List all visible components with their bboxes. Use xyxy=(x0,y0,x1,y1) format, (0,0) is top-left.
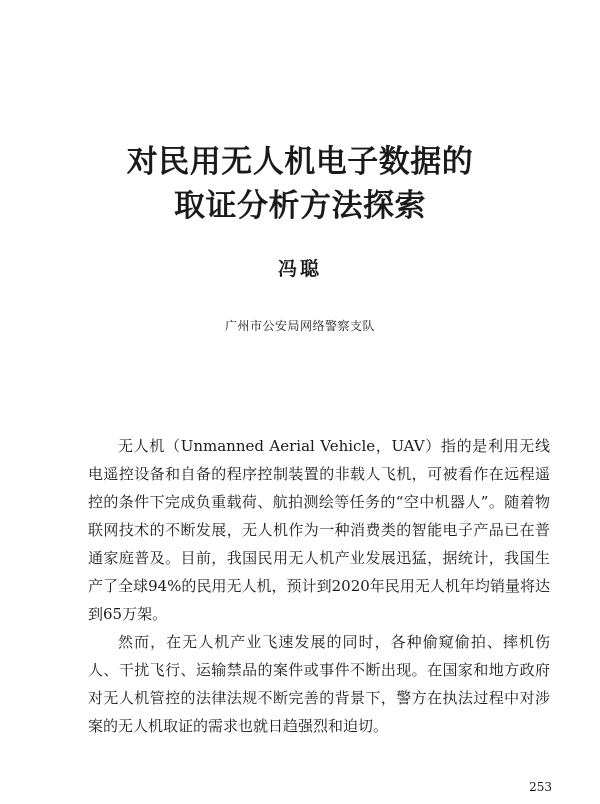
article-title-line-1: 对民用无人机电子数据的 xyxy=(126,144,474,180)
paragraph-2: 然而，在无人机产业飞速发展的同时，各种偷窥偷拍、摔机伤人、干扰飞行、运输禁品的案件或事件不断出现。在国家和地方政府对无人机管控的法律法规不断完善的背景下，警方在执法过程中对涉案的无人机取证的需求也就日趋强烈和迫切。 xyxy=(88,633,550,735)
paragraph-1: 无人机（Unmanned Aerial Vehicle，UAV）指的是利用无线电遥控设备和自备的程序控制装置的非载人飞机，可被看作在远程遥控的条件下完成负重载荷、航拍测绘等任务的“空中机器人”。随着物联网技术的不断发展，无人机作为一种消费类的智能电子产品已在普通家庭普及。目前，我国民用无人机产业发展迅猛，据统计，我国生产了全球94%的民用无人机，预计到2020年民用无人机年均销量将达到65万架。 xyxy=(88,437,550,623)
article-title-line-2: 取证分析方法探索 xyxy=(174,188,426,224)
article-body xyxy=(88,432,550,740)
article-title xyxy=(0,140,600,228)
author-affiliation: 广州市公安局网络警察支队 xyxy=(224,319,375,333)
author-name: 冯聪 xyxy=(277,258,322,280)
page-number: 253 xyxy=(529,780,552,794)
